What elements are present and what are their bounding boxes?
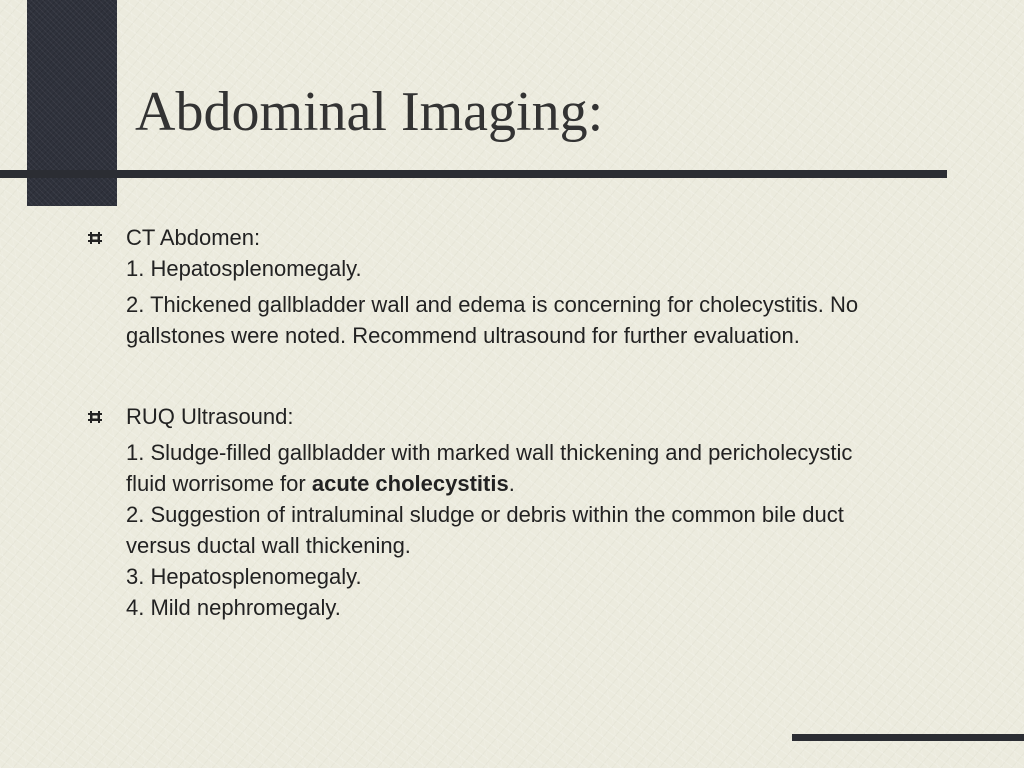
finding-text: 4. Mild nephromegaly.	[126, 595, 341, 620]
title-underline-rule	[0, 170, 947, 178]
square-bullet-icon	[88, 232, 102, 244]
bullet-heading: CT Abdomen:	[126, 225, 261, 250]
square-bullet-icon	[88, 411, 102, 423]
slide-content	[88, 222, 898, 623]
emphasis-diagnosis: acute cholecystitis	[311, 471, 509, 496]
finding-text: 2. Suggestion of intraluminal sludge or debris within the common bile duct versus ductal wall thickening.	[126, 502, 844, 558]
finding-text-part: 1. Sludge-filled gallbladder with marked wall thickening and pericholecystic fluid worrisome for	[126, 440, 853, 496]
slide-title: Abdominal Imaging:	[135, 81, 604, 143]
finding-text: 2. Thickened gallbladder wall and edema is concerning for cholecystitis. No gallstones were noted. Recommend ultrasound for further evaluation.	[126, 292, 859, 348]
finding-text: 1. Hepatosplenomegaly.	[126, 256, 362, 281]
finding-text: 3. Hepatosplenomegaly.	[126, 564, 362, 589]
finding-text	[126, 437, 898, 499]
finding-text-part: .	[508, 471, 515, 496]
bullet-ruq-ultrasound	[88, 401, 898, 623]
section-spacer	[88, 351, 898, 401]
bullet-heading: RUQ Ultrasound:	[126, 404, 294, 429]
bullet-ct-abdomen	[88, 222, 898, 351]
bottom-accent-rule	[792, 734, 1024, 741]
